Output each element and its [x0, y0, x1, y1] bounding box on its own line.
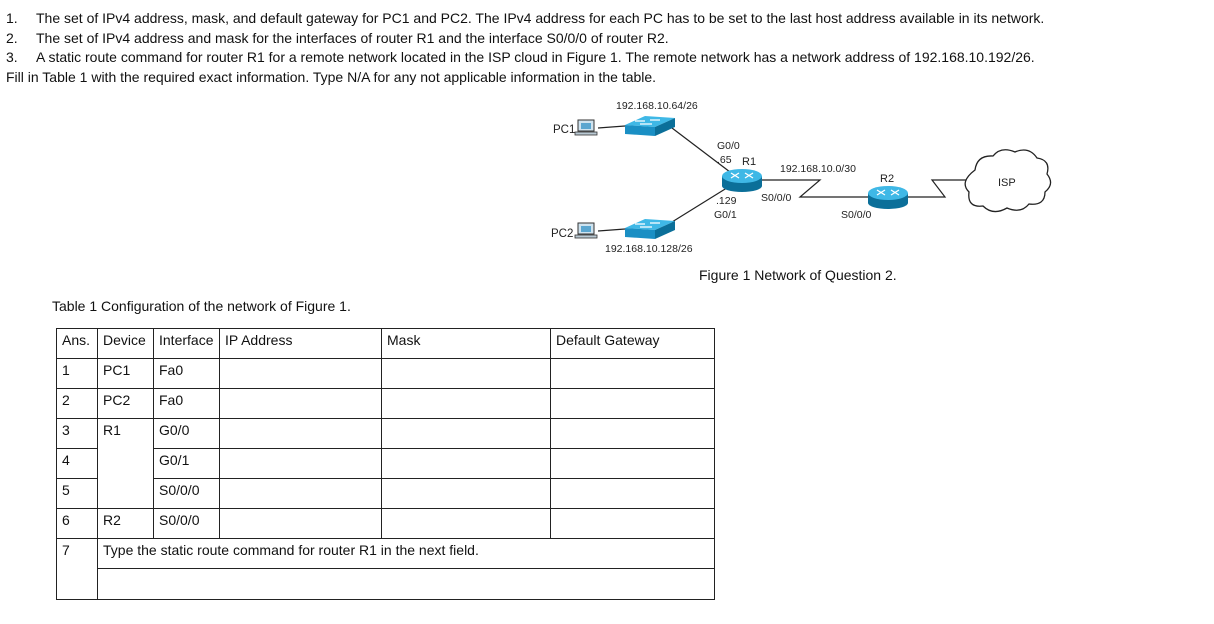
r2-s000-label: S0/0/0 [841, 209, 872, 221]
mask-field[interactable] [382, 389, 551, 419]
network-serial-label: 192.168.10.0/30 [780, 163, 856, 175]
interface-cell: S0/0/0 [154, 509, 220, 539]
default-gateway-field[interactable] [551, 449, 715, 479]
figure-caption: Figure 1 Network of Question 2. [699, 267, 897, 283]
ip-address-field[interactable] [220, 509, 382, 539]
header-default-gateway: Default Gateway [551, 329, 715, 359]
network-top-label: 192.168.10.64/26 [616, 100, 698, 112]
table-row [57, 539, 715, 569]
interface-cell: G0/0 [154, 419, 220, 449]
ip-address-field[interactable] [220, 419, 382, 449]
table-row [57, 389, 715, 419]
header-interface: Interface [154, 329, 220, 359]
pc1-icon [575, 120, 597, 135]
table-row [57, 449, 715, 479]
table-caption: Table 1 Configuration of the network of Figure 1. [52, 298, 351, 314]
ans-cell: 1 [57, 359, 98, 389]
instruction-number: 3. [6, 49, 18, 65]
device-cell: R2 [98, 509, 154, 539]
network-diagram [0, 0, 1214, 300]
r2-label: R2 [880, 173, 895, 185]
fill-instruction: Fill in Table 1 with the required exact information. Type N/A for any not applicable information in the table. [6, 68, 657, 85]
static-route-command-field[interactable] [98, 569, 715, 600]
ip-address-field[interactable] [220, 449, 382, 479]
table-row [57, 419, 715, 449]
default-gateway-field[interactable] [551, 509, 715, 539]
r2-router-icon [868, 186, 908, 209]
default-gateway-field[interactable] [551, 389, 715, 419]
ip-address-field[interactable] [220, 389, 382, 419]
r1-g01-host-label: .129 [716, 195, 737, 207]
instruction-number: 2. [6, 29, 18, 46]
interface-cell: Fa0 [154, 389, 220, 419]
configuration-table [56, 328, 715, 600]
ans-cell: 2 [57, 389, 98, 419]
pc2-icon [575, 223, 597, 238]
mask-field[interactable] [382, 449, 551, 479]
interface-cell: G0/1 [154, 449, 220, 479]
r1-g01-label: G0/1 [714, 209, 737, 221]
default-gateway-field[interactable] [551, 359, 715, 389]
pc1-label: PC1 [553, 124, 576, 136]
ans-cell: 3 [57, 419, 98, 449]
links [598, 126, 968, 231]
ans-cell: 7 [57, 539, 98, 600]
static-route-prompt: Type the static route command for router R1 in the next field. [98, 539, 715, 569]
mask-field[interactable] [382, 509, 551, 539]
table-row [57, 569, 715, 600]
default-gateway-field[interactable] [551, 419, 715, 449]
mask-field[interactable] [382, 479, 551, 509]
ans-cell: 6 [57, 509, 98, 539]
header-mask: Mask [382, 329, 551, 359]
ans-cell: 5 [57, 479, 98, 509]
instruction-text: The set of IPv4 address, mask, and default gateway for PC1 and PC2. The IPv4 address for each PC has to be set to the last host address available in its network. [36, 10, 1045, 26]
header-ip-address: IP Address [220, 329, 382, 359]
header-ans: Ans. [57, 329, 98, 359]
mask-field[interactable] [382, 419, 551, 449]
instruction-number: 1. [6, 10, 18, 26]
isp-label: ISP [998, 177, 1016, 189]
r1-g00-host-label: .65 [717, 154, 732, 166]
link-pc2-switch [598, 229, 625, 231]
table-header-row [57, 329, 715, 359]
interface-cell: Fa0 [154, 359, 220, 389]
r1-label: R1 [742, 156, 757, 168]
device-cell: PC2 [98, 389, 154, 419]
ip-address-field[interactable] [220, 479, 382, 509]
switch1-icon [625, 116, 675, 136]
interface-cell: S0/0/0 [154, 479, 220, 509]
instruction-text: A static route command for router R1 for a remote network located in the ISP cloud in Figure 1. The remote network has a network address of 192.168.10.192/26. [36, 49, 1035, 65]
instruction-text: The set of IPv4 address and mask for the interfaces of router R1 and the interface S0/0/0 of router R2. [36, 29, 669, 46]
header-device: Device [98, 329, 154, 359]
table-row [57, 509, 715, 539]
pc2-label: PC2 [551, 228, 574, 240]
mask-field[interactable] [382, 359, 551, 389]
device-cell: R1 [98, 419, 154, 509]
serial-link-r2-isp [908, 180, 968, 197]
link-pc1-switch [598, 126, 625, 128]
ans-cell: 4 [57, 449, 98, 479]
table-row [57, 479, 715, 509]
table-row [57, 359, 715, 389]
r1-s000-label: S0/0/0 [761, 192, 792, 204]
r1-router-icon [722, 169, 762, 192]
r1-g00-label: G0/0 [717, 140, 740, 152]
default-gateway-field[interactable] [551, 479, 715, 509]
ip-address-field[interactable] [220, 359, 382, 389]
switch2-icon [625, 219, 675, 239]
network-bottom-label: 192.168.10.128/26 [605, 243, 693, 255]
device-cell: PC1 [98, 359, 154, 389]
